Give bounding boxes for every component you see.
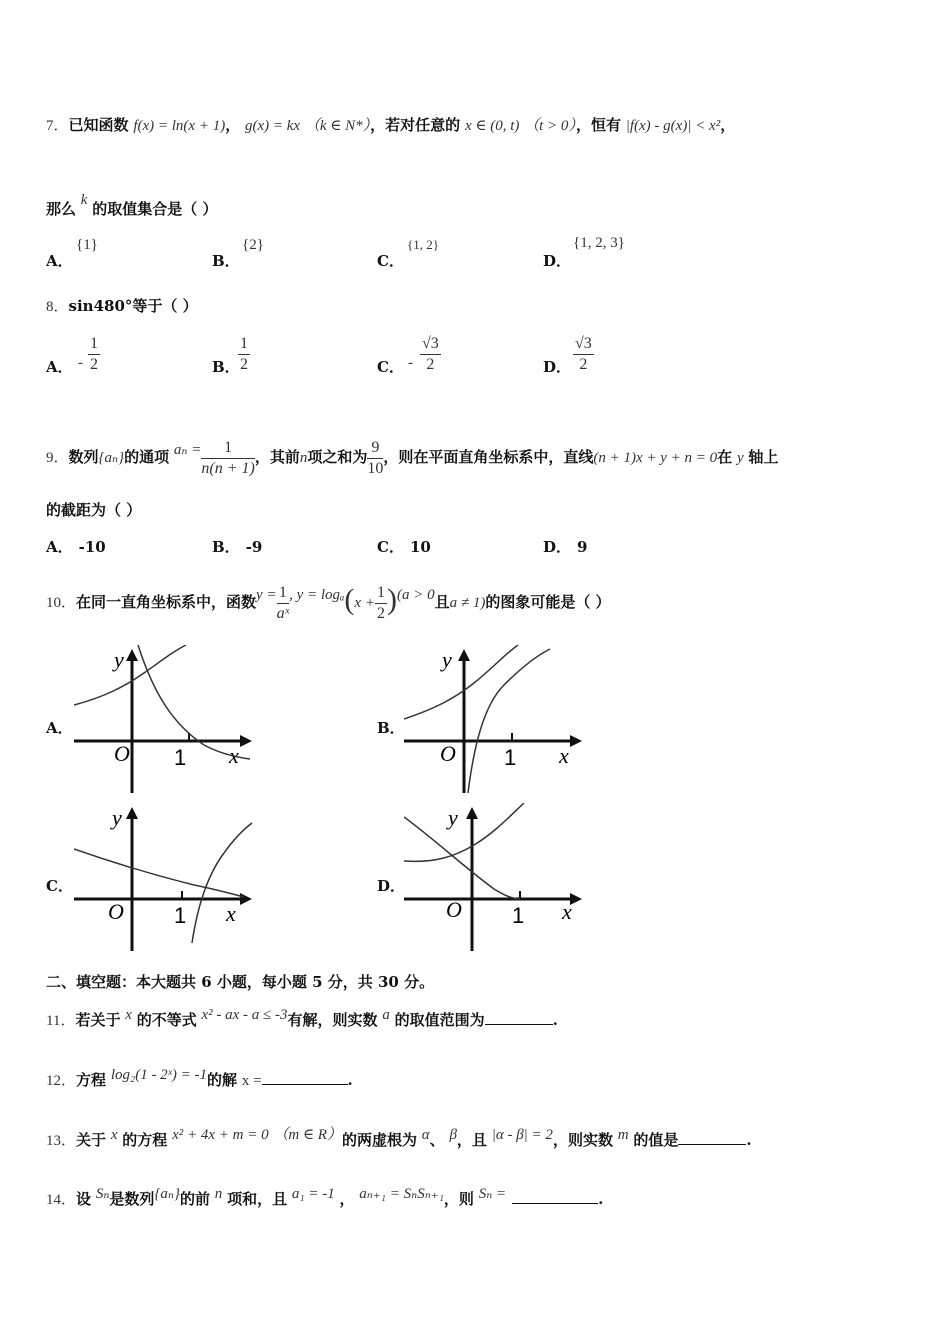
- q10-number: 10．: [46, 595, 77, 611]
- q14-text-1: 设: [76, 1190, 92, 1208]
- x-arrow-icon: [240, 893, 252, 905]
- q10-text-3: 的图象可能是（ ）: [485, 593, 611, 611]
- q10-option-d-label: D．: [377, 877, 406, 895]
- q7-text-3: ，恒有: [575, 116, 621, 134]
- q9-option-c: [377, 536, 431, 557]
- x-axis-label: x: [226, 901, 236, 926]
- one-label: 1: [504, 745, 517, 770]
- q9-sum-fraction: [367, 438, 383, 479]
- q8-option-a-label: A．: [46, 358, 73, 376]
- question-8-line: [46, 296, 198, 317]
- q9-sum-num: 9: [367, 438, 383, 459]
- question-10-line: [46, 575, 611, 624]
- q9-option-a: [46, 536, 106, 557]
- q8-option-a-den: 2: [90, 356, 98, 373]
- exp-curve: [74, 849, 244, 897]
- q9-text-7: 轴上: [748, 448, 779, 466]
- q7-option-a-value: {1}: [76, 237, 98, 253]
- q9-option-d-label: D．: [543, 538, 572, 556]
- q10-f1-num: 1: [277, 583, 290, 604]
- q13-m: m: [617, 1127, 629, 1143]
- q10-graph-d: [404, 803, 584, 951]
- q13-equation: x² + 4x + m = 0: [172, 1127, 269, 1143]
- q14-a1: a₁ = -1: [291, 1186, 335, 1202]
- y-axis-label: y: [114, 647, 124, 672]
- origin-label: O: [446, 897, 462, 922]
- q9-option-b-label: B．: [212, 538, 240, 556]
- q7-comma-2: ，: [720, 116, 736, 134]
- log-curve: [468, 649, 550, 793]
- question-13-line: [46, 1125, 752, 1151]
- q9-option-c-label: C．: [377, 538, 404, 556]
- q13-text-3: 的两虚根为: [341, 1131, 417, 1149]
- log-curve: [404, 817, 520, 899]
- q9-text-8: 的截距为（ ）: [46, 501, 142, 519]
- q9-frac-den: n(n + 1): [201, 459, 255, 477]
- q13-end: .: [746, 1131, 752, 1149]
- q9-option-c-value: 10: [409, 538, 431, 556]
- q8-number: 8．: [46, 299, 69, 315]
- q11-number: 11．: [46, 1013, 76, 1029]
- q8-option-d-fraction: [573, 334, 594, 375]
- origin-label: O: [114, 741, 130, 766]
- q7-option-d-value: {1, 2, 3}: [573, 235, 625, 251]
- q11-text-2: 的不等式: [136, 1011, 197, 1029]
- q8-option-a-num: 1: [88, 334, 100, 355]
- q12-end: .: [347, 1071, 353, 1089]
- q10-f2: , y = logₐ: [289, 587, 345, 603]
- q10-left-paren: (: [344, 583, 355, 616]
- q9-text-6: 在: [717, 448, 733, 466]
- q7-k: k: [80, 192, 88, 208]
- q8-option-d-num: √3: [573, 334, 594, 355]
- q10-f2-fraction: [375, 583, 387, 624]
- q9-n: n: [299, 450, 308, 466]
- question-11-line: [46, 1005, 558, 1031]
- q8-option-d-label: D．: [543, 358, 572, 376]
- q9-an: aₙ =: [173, 442, 202, 458]
- q8-option-c-fraction: [420, 334, 441, 375]
- q12-text-2: 的解: [207, 1071, 238, 1089]
- q13-text-5: ，则实数: [552, 1131, 613, 1149]
- q7-cond-t: （t > 0）: [524, 118, 576, 134]
- q14-Sn: Sₙ: [95, 1186, 110, 1202]
- q10-f2-den: 2: [376, 604, 385, 622]
- q14-text-4: 项和，且: [227, 1190, 288, 1208]
- q14-number: 14．: [46, 1192, 77, 1208]
- q9-frac-num: 1: [201, 438, 254, 459]
- q11-text-1: 若关于: [75, 1011, 121, 1029]
- q10-cond: (a > 0: [396, 587, 435, 603]
- x-arrow-icon: [570, 893, 582, 905]
- q11-x: x: [125, 1007, 132, 1023]
- q12-answer-blank[interactable]: [262, 1084, 348, 1085]
- q14-comma: ，: [339, 1190, 355, 1208]
- q9-y: y: [736, 450, 744, 466]
- q13-abs: |α - β| = 2: [491, 1127, 553, 1143]
- q13-alpha: α: [421, 1127, 430, 1143]
- q9-option-a-value: -10: [78, 538, 106, 556]
- q11-inequality: x² - ax - a ≤ -3: [201, 1007, 288, 1023]
- q12-equation: log₂(1 - 2ˣ) = -1: [110, 1067, 208, 1083]
- q9-option-d-value: 9: [577, 538, 588, 556]
- q14-text-2: 是数列: [109, 1190, 155, 1208]
- q8-option-a-fraction: [88, 334, 100, 375]
- q10-option-b-label: B．: [377, 719, 405, 737]
- q9-option-a-label: A．: [46, 538, 73, 556]
- q10-right-paren: ): [386, 583, 397, 616]
- q10-graph-b: [404, 645, 584, 793]
- q7-cond-k: （k ∈ N*）: [304, 118, 371, 134]
- q8-option-c-sign: -: [408, 355, 413, 371]
- q12-x: x =: [241, 1073, 262, 1089]
- q9-option-d: [543, 536, 587, 557]
- q8-option-b-den: 2: [240, 356, 248, 373]
- q10-text-1: 在同一直角坐标系中，函数: [76, 593, 257, 611]
- q7-x-range: x ∈ (0, t): [464, 118, 520, 134]
- y-arrow-icon: [466, 807, 478, 819]
- q9-text-1: 数列: [68, 448, 99, 466]
- y-arrow-icon: [458, 649, 470, 661]
- question-12-line: [46, 1065, 353, 1091]
- q14-n: n: [214, 1186, 223, 1202]
- y-arrow-icon: [126, 807, 138, 819]
- q7-text-1: 已知函数: [68, 116, 129, 134]
- q10-f1-fraction: [277, 583, 290, 624]
- one-label: 1: [174, 903, 187, 928]
- q14-seq: {aₙ}: [154, 1186, 180, 1202]
- q13-text-2: 的方程: [122, 1131, 168, 1149]
- q7-text-5: 的取值集合是（ ）: [92, 200, 218, 218]
- q10-option-c-label: C．: [46, 877, 73, 895]
- exp-curve: [404, 803, 524, 861]
- section-2-heading: 二、填空题：本大题共 6 小题，每小题 5 分，共 30 分。: [46, 973, 435, 991]
- x-arrow-icon: [570, 735, 582, 747]
- q10-f2-num: 1: [375, 583, 387, 604]
- x-axis-label: x: [562, 899, 572, 924]
- q9-option-b-value: -9: [245, 538, 263, 556]
- q8-text: sin480°等于（ ）: [68, 297, 198, 315]
- y-axis-label: y: [448, 805, 458, 830]
- q11-text-3: 有解，则实数: [287, 1011, 378, 1029]
- question-9-line-2: [46, 500, 141, 520]
- q13-sep: 、: [429, 1131, 445, 1149]
- q7-number: 7．: [46, 118, 69, 134]
- q10-graph-a: [74, 645, 254, 793]
- log-curve: [192, 823, 252, 943]
- question-14-line: [46, 1184, 603, 1210]
- x-axis-label: x: [229, 743, 239, 768]
- q7-option-c-value: {1, 2}: [407, 237, 439, 252]
- q12-text-1: 方程: [76, 1071, 107, 1089]
- q14-text-3: 的前: [180, 1190, 211, 1208]
- q14-text-5: ，则: [443, 1190, 474, 1208]
- q8-option-c-den: 2: [426, 356, 435, 373]
- q11-text-4: 的取值范围为: [394, 1011, 485, 1029]
- q7-text-2: ，若对任意的: [370, 116, 461, 134]
- q7-g: g(x) = kx: [244, 118, 301, 134]
- q7-option-a-label: A．: [46, 252, 73, 270]
- q9-option-b: [212, 536, 262, 557]
- y-arrow-icon: [126, 649, 138, 661]
- origin-label: O: [108, 899, 124, 924]
- origin-label: O: [440, 741, 456, 766]
- q7-option-b-value: {2}: [242, 237, 264, 253]
- q13-x: x: [110, 1127, 118, 1143]
- q8-option-b-fraction: [238, 334, 250, 375]
- q9-sum-den: 10: [367, 459, 384, 477]
- y-axis-label: y: [112, 805, 122, 830]
- q11-answer-blank[interactable]: [485, 1024, 553, 1025]
- q9-number: 9．: [46, 450, 69, 466]
- q9-seq: {aₙ}: [98, 450, 125, 466]
- q9-text-2: 的通项: [124, 448, 170, 466]
- q13-cond: （m ∈ R）: [273, 1127, 342, 1143]
- q9-general-term-fraction: [201, 438, 254, 479]
- q9-text-5: ，则在平面直角坐标系中，直线: [383, 448, 594, 466]
- q8-option-d-den: 2: [579, 356, 588, 373]
- x-arrow-icon: [240, 735, 252, 747]
- q8-option-c-num: √3: [420, 334, 441, 355]
- q10-f2-arg: x +: [354, 595, 375, 611]
- x-axis-label: x: [559, 743, 569, 768]
- q13-number: 13．: [46, 1133, 77, 1149]
- q13-text-1: 关于: [76, 1131, 107, 1149]
- q9-text-3: ，其前: [254, 448, 300, 466]
- q8-option-c-label: C．: [377, 358, 404, 376]
- q10-f1-den: aˣ: [276, 604, 290, 622]
- q10-f1: y =: [256, 587, 277, 603]
- q10-text-2: 且: [434, 593, 450, 611]
- question-9-line-1: [46, 430, 778, 479]
- q13-beta: β: [449, 1127, 457, 1143]
- one-label: 1: [512, 903, 525, 928]
- q14-recurrence: aₙ₊₁ = SₙSₙ₊₁: [359, 1186, 444, 1202]
- q14-Sn-eq: Sₙ =: [478, 1186, 507, 1202]
- question-7-line-1: [46, 115, 735, 136]
- q10-cond-2: a ≠ 1): [449, 595, 486, 611]
- q8-option-b-label: B．: [212, 358, 240, 376]
- q13-text-4: ，且: [456, 1131, 487, 1149]
- y-axis-label: y: [442, 647, 452, 672]
- q7-f: f(x) = ln(x + 1): [133, 118, 226, 134]
- q7-option-b-label: B．: [212, 252, 240, 270]
- q9-text-4: 项之和为: [307, 448, 368, 466]
- question-7-line-2: [46, 190, 217, 219]
- q7-inequality: |f(x) - g(x)| < x²: [625, 118, 721, 134]
- q10-graph-c: [74, 803, 254, 951]
- q13-answer-blank[interactable]: [678, 1144, 746, 1145]
- q11-end: .: [552, 1011, 558, 1029]
- q7-comma: ，: [225, 116, 241, 134]
- q8-option-b-num: 1: [238, 334, 250, 355]
- q13-text-6: 的值是: [633, 1131, 679, 1149]
- q9-line-eq: (n + 1)x + y + n = 0: [593, 450, 718, 466]
- q7-text-4: 那么: [46, 200, 77, 218]
- q8-option-a-sign: -: [78, 355, 83, 371]
- q12-number: 12．: [46, 1073, 77, 1089]
- q14-end: .: [598, 1190, 604, 1208]
- q14-answer-blank[interactable]: [512, 1203, 598, 1204]
- q10-option-a-label: A．: [46, 719, 73, 737]
- q7-option-d-label: D．: [543, 252, 572, 270]
- q7-option-c-label: C．: [377, 252, 404, 270]
- one-label: 1: [174, 745, 187, 770]
- q11-a: a: [382, 1007, 390, 1023]
